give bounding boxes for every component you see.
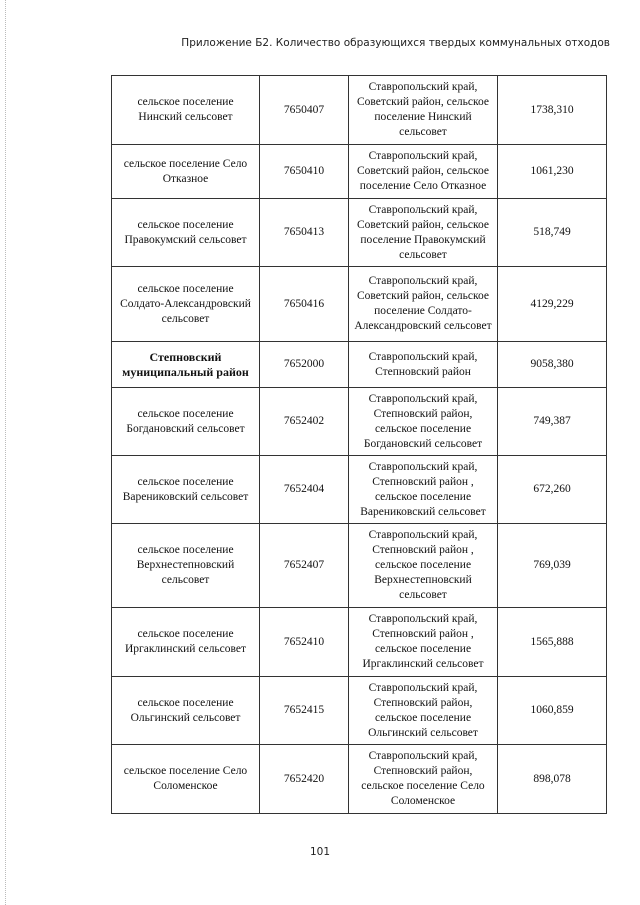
table-row (112, 524, 607, 608)
location-cell: Ставропольский край, Степновский район , сельское поселение Иргаклинский сельсовет (349, 608, 498, 677)
oktmo-code-cell: 7652407 (260, 524, 349, 608)
table-row (112, 677, 607, 745)
oktmo-code-cell: 7650410 (260, 145, 349, 199)
waste-amount-cell: 4129,229 (498, 267, 607, 342)
waste-amount-cell: 749,387 (498, 388, 607, 456)
waste-amount-cell: 898,078 (498, 745, 607, 814)
oktmo-code-cell: 7652415 (260, 677, 349, 745)
oktmo-code-cell: 7652410 (260, 608, 349, 677)
settlement-name-cell: сельское поселение Солдато-Александровский сельсовет (112, 267, 260, 342)
waste-amount-cell: 518,749 (498, 199, 607, 267)
location-cell: Ставропольский край, Степновский район , сельское поселение Варениковский сельсовет (349, 456, 498, 524)
location-cell: Ставропольский край, Степновский район, сельское поселение Ольгинский сельсовет (349, 677, 498, 745)
table-row (112, 745, 607, 814)
page-number: 101 (309, 846, 331, 858)
waste-amount-cell: 1738,310 (498, 76, 607, 145)
oktmo-code-cell: 7652420 (260, 745, 349, 814)
oktmo-code-cell: 7652000 (260, 342, 349, 388)
settlement-name-cell: сельское поселение Верхнестепновский сельсовет (112, 524, 260, 608)
page-header: Приложение Б2. Количество образующихся твердых коммунальных отходов (181, 37, 610, 49)
table-row (112, 388, 607, 456)
oktmo-code-cell: 7650416 (260, 267, 349, 342)
waste-amount-cell: 1061,230 (498, 145, 607, 199)
district-name-cell: Степновский муниципальный район (112, 342, 260, 388)
location-cell: Ставропольский край, Степновский район, сельское поселение Село Соломенское (349, 745, 498, 814)
table-row (112, 267, 607, 342)
binding-edge (5, 0, 6, 905)
location-cell: Ставропольский край, Советский район, сельское поселение Село Отказное (349, 145, 498, 199)
waste-amount-cell: 769,039 (498, 524, 607, 608)
waste-amount-cell: 672,260 (498, 456, 607, 524)
oktmo-code-cell: 7650407 (260, 76, 349, 145)
settlement-name-cell: сельское поселение Ольгинский сельсовет (112, 677, 260, 745)
table-row (112, 76, 607, 145)
table-row (112, 199, 607, 267)
location-cell: Ставропольский край, Советский район, сельское поселение Нинский сельсовет (349, 76, 498, 145)
settlement-name-cell: сельское поселение Правокумский сельсовет (112, 199, 260, 267)
table-row (112, 456, 607, 524)
oktmo-code-cell: 7650413 (260, 199, 349, 267)
settlement-name-cell: сельское поселение Село Соломенское (112, 745, 260, 814)
oktmo-code-cell: 7652402 (260, 388, 349, 456)
waste-amount-cell: 1060,859 (498, 677, 607, 745)
location-cell: Ставропольский край, Степновский район, сельское поселение Богдановский сельсовет (349, 388, 498, 456)
waste-table (111, 75, 607, 814)
location-cell: Ставропольский край, Степновский район (349, 342, 498, 388)
oktmo-code-cell: 7652404 (260, 456, 349, 524)
table-row (112, 145, 607, 199)
location-cell: Ставропольский край, Советский район, сельское поселение Правокумский сельсовет (349, 199, 498, 267)
location-cell: Ставропольский край, Степновский район , сельское поселение Верхнестепновский сельсовет (349, 524, 498, 608)
table-row-district (112, 342, 607, 388)
settlement-name-cell: сельское поселение Иргаклинский сельсовет (112, 608, 260, 677)
settlement-name-cell: сельское поселение Варениковский сельсовет (112, 456, 260, 524)
waste-amount-cell: 9058,380 (498, 342, 607, 388)
settlement-name-cell: сельское поселение Село Отказное (112, 145, 260, 199)
waste-amount-cell: 1565,888 (498, 608, 607, 677)
location-cell: Ставропольский край, Советский район, сельское поселение Солдато-Александровский сельсовет (349, 267, 498, 342)
settlement-name-cell: сельское поселение Нинский сельсовет (112, 76, 260, 145)
table-row (112, 608, 607, 677)
settlement-name-cell: сельское поселение Богдановский сельсовет (112, 388, 260, 456)
